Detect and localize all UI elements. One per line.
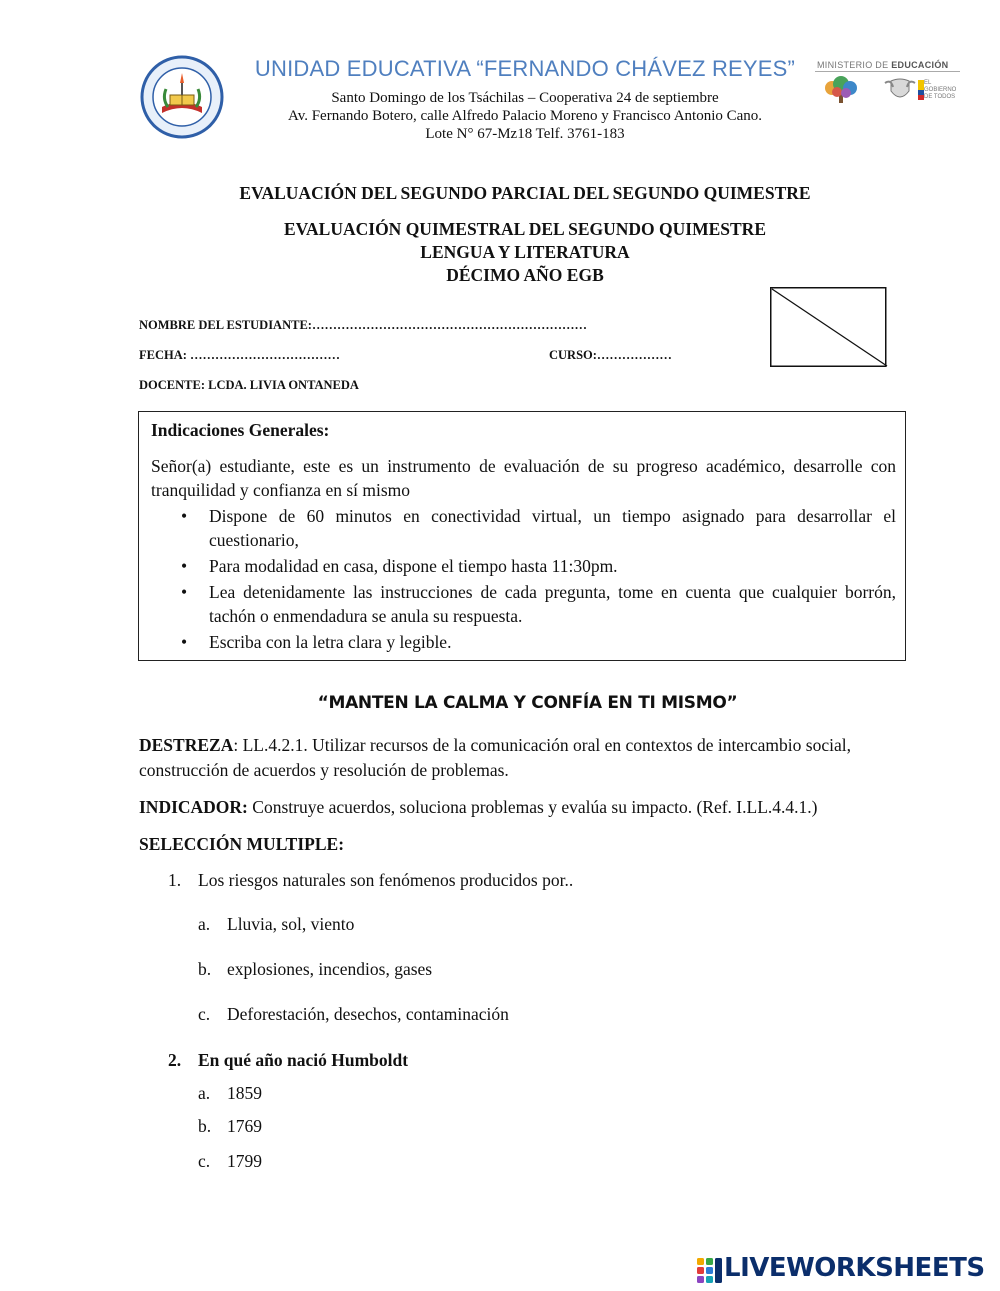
answer-option[interactable]: 1859 [227,1083,262,1103]
grade-box[interactable] [770,287,888,367]
destreza-paragraph: DESTREZA: LL.4.2.1. Utilizar recursos de la comunicación oral en contextos de intercambio social, construcción de acuerdos y resolución de problemas. [139,735,851,780]
option-letter: b. [198,959,212,979]
grade-title: DÉCIMO AÑO EGB [446,265,604,285]
exam-title-2: EVALUACIÓN QUIMESTRAL DEL SEGUNDO QUIMESTRE [283,219,766,239]
question-number: 1. [168,870,182,890]
answer-option[interactable]: 1799 [227,1151,262,1171]
question-number: 2. [168,1050,182,1070]
destreza-label: DESTREZA [139,735,234,755]
date-field[interactable]: FECHA: ……………………………… [139,348,341,362]
liveworksheets-brand: LIVEWORKSHEETS [724,1253,985,1283]
coat-of-arms-icon [883,77,917,103]
list-item: • Escriba con la letra clara y legible. [181,632,452,652]
indications-title: Indicaciones Generales: [151,420,330,440]
ministry-tree-icon [818,75,864,105]
ministry-divider [815,71,960,72]
question-text: En qué año nació Humboldt [198,1050,409,1070]
bullet: • [181,506,188,526]
option-letter: c. [198,1004,211,1024]
school-name: UNIDAD EDUCATIVA “FERNANDO CHÁVEZ REYES” [254,56,796,81]
bullet: • [181,582,188,602]
subject-title: LENGUA Y LITERATURA [420,242,630,262]
answer-option[interactable]: Deforestación, desechos, contaminación [227,1004,509,1024]
address-line-1: Santo Domingo de los Tsáchilas – Cooperativa 24 de septiembre [331,90,719,106]
question-text: Los riesgos naturales son fenómenos producidos por.. [198,870,574,890]
motto: “MANTEN LA CALMA Y CONFÍA EN TI MISMO” [317,693,738,713]
option-letter: a. [198,914,211,934]
option-letter: a. [198,1083,211,1103]
indicador-paragraph: INDICADOR: Construye acuerdos, soluciona problemas y evalúa su impacto. (Ref. I.LL.4.4.1.) [139,797,818,817]
government-label: EL GOBIERNO DE TODOS [924,80,957,100]
section-title: SELECCIÓN MULTIPLE: [139,834,345,854]
ministry-title: MINISTERIO DE EDUCACIÓN [817,60,949,70]
answer-option[interactable]: 1769 [227,1116,262,1136]
liveworksheets-logo-icon [697,1258,723,1284]
indicador-label: INDICADOR: [139,797,248,817]
list-item: • Lea detenidamente las instrucciones de cada pregunta, tome en cuenta que cualquier borrón, tachón o enmendadura se anula su respuesta. [181,582,896,626]
list-item: • Dispone de 60 minutos en conectividad virtual, un tiempo asignado para desarrollar el cuestionario, [181,506,896,550]
exam-title-1: EVALUACIÓN DEL SEGUNDO PARCIAL DEL SEGUNDO QUIMESTRE [239,183,811,203]
address-line-2: Av. Fernando Botero, calle Alfredo Palacio Moreno y Francisco Antonio Cano. [287,108,763,124]
list-item: • Para modalidad en casa, dispone el tiempo hasta 11:30pm. [181,556,618,576]
teacher-label: DOCENTE: LCDA. LIVIA ONTANEDA [139,378,359,392]
student-name-field[interactable]: NOMBRE DEL ESTUDIANTE:………………………………………………………… [139,318,587,332]
option-letter: b. [198,1116,212,1136]
school-logo [140,55,224,139]
bullet: • [181,632,188,652]
address-line-3: Lote N° 67-Mz18 Telf. 3761-183 [425,126,625,142]
answer-option[interactable]: explosiones, incendios, gases [227,959,433,979]
answer-option[interactable]: Lluvia, sol, viento [227,914,355,934]
bullet: • [181,556,188,576]
option-letter: c. [198,1151,211,1171]
indications-list [151,504,896,656]
course-field[interactable]: CURSO:……………… [549,348,672,362]
indications-intro: Señor(a) estudiante, este es un instrumento de evaluación de su progreso académico, desarrolle con tranquilidad y confianza en sí mismo [151,456,896,500]
